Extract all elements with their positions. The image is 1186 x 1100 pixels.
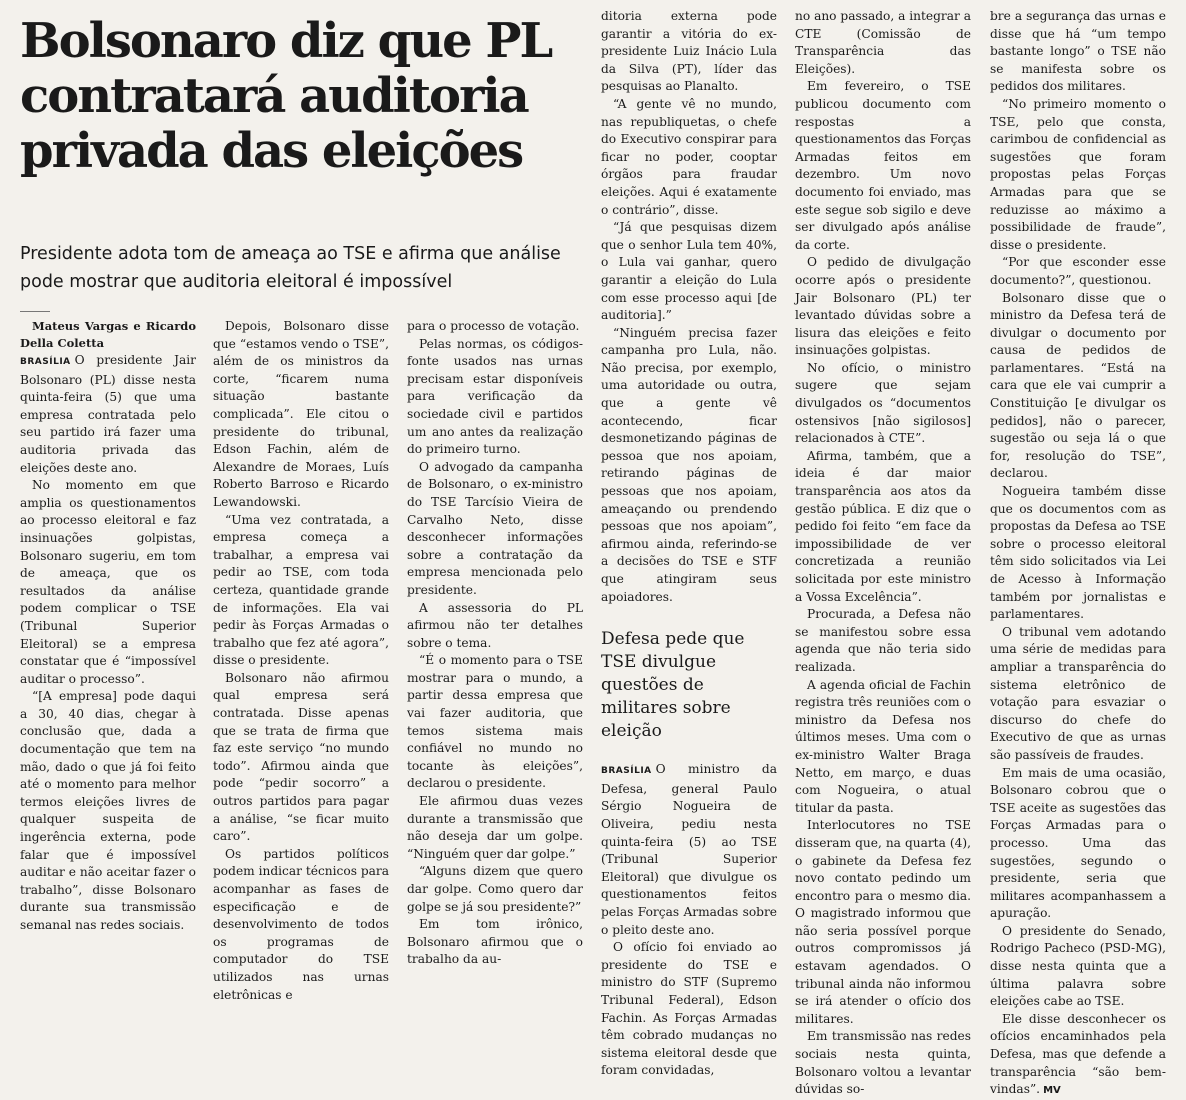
paragraph: Interlocutores no TSE disseram que, na quarta (4), o gabinete da Defesa fez novo contato pedindo um encontro para o mesmo dia. O magistrado informou que não seria possível porque outros compromissos já estavam agendados. O tribunal ainda não informou se irá atender o ofício dos militares. [795,818,971,1026]
paragraph: A agenda oficial de Fachin registra três reuniões com o ministro da Defesa nos últimos meses. Uma com o ex-ministro Walter Braga Netto, em março, e duas com Nogueira, o atual titular da pasta. [795,677,971,815]
paragraph: O advogado da campanha de Bolsonaro, o ex-ministro do TSE Tarcísio Vieira de Carvalho Neto, disse desconhecer informações sobre a contratação da empresa mencionada pelo presidente. [407,459,583,597]
paragraph: “É o momento para o TSE mostrar para o mundo, a partir dessa empresa que vai fazer auditoria, que temos sistema mais confiável no mundo no tocante às eleições”, declarou o presidente. [407,653,583,791]
column-4 [601,8,777,1078]
paragraph: No momento em que amplia os questionamentos ao processo eleitoral e faz insinuações golpistas, Bolsonaro sugeriu, em tom de ameaça, que os resultados da análise podem complicar o TSE (Tribunal Superior Eleitoral) se a empresa constatar que é “impossível auditar o processo”. [20,478,196,686]
paragraph: bre a segurança das urnas e disse que há “um tempo bastante longo” o TSE não se manifesta sobre os pedidos dos militares. [990,9,1166,94]
dateline: BRASÍLIA [20,357,71,367]
paragraph: Bolsonaro não afirmou qual empresa será contratada. Disse apenas que se trata de firma que faz este serviço “no mundo todo”. Afirmou ainda que pode “pedir socorro” a outros partidos para pagar a análise, “se ficar muito caro”. [213,670,389,844]
paragraph: O tribunal vem adotando uma série de medidas para ampliar a transparência do sistema eletrônico de votação para esvaziar o discurso do chefe do Executivo de que as urnas são passíveis de fraudes. [990,624,1166,762]
paragraph: Afirma, também, que a ideia é dar maior transparência aos atos da gestão pública. E diz que o pedido foi feito “em face da impossibilidade de ver concretizada a reunião solicitada por este ministro a Vossa Excelência”. [795,448,971,604]
paragraph: Em mais de uma ocasião, Bolsonaro cobrou que o TSE aceite as sugestões das Forças Armadas para o processo. Uma das sugestões, segundo o presidente, seria que militares acompanhassem a apuração. [990,765,1166,921]
paragraph: “Já que pesquisas dizem que o senhor Lula tem 40%, o Lula vai ganhar, quero garantir a eleição do Lula com esse processo aqui [de auditoria].” [601,220,777,323]
paragraph [990,1011,1166,1100]
paragraph: Depois, Bolsonaro disse que “estamos vendo o TSE”, além de os ministros da corte, “ficarem numa situação bastante complicada”. Ele citou o presidente do tribunal, Edson Fachin, além de Alexandre de Moraes, Luís Roberto Barroso e Ricardo Lewandowski. [213,319,389,509]
paragraph: “Ninguém precisa fazer campanha pro Lula, não. Não precisa, por exemplo, uma autoridade ou outra, que a gente vê acontecendo, ficar desmonetizando páginas de pessoa que nos apoiam, retirando páginas de pessoas que nos apoiam, ameaçando ou prendendo pessoas que nos apoiam”, afirmou ainda, referindo-se a decisões do TSE e STF que atingiram seus apoiadores. [601,325,777,604]
paragraph: Em tom irônico, Bolsonaro afirmou que o trabalho da au- [407,917,583,967]
headline: Bolsonaro diz que PL contratará auditoria privada das eleições [20,13,552,179]
column-1 [20,318,196,935]
paragraph: “[A empresa] pode daqui a 30, 40 dias, chegar à conclusão que, dada a documentação que tem na mão, dado o que já foi feito até o momento para melhor termos eleições livres de qualquer suspeita de ingerência externa, pode falar que é impossível auditar e não aceitar fazer o trabalho”, disse Bolsonaro durante sua transmissão semanal nas redes sociais. [20,689,196,932]
paragraph: Procurada, a Defesa não se manifestou sobre essa agenda que não teria sido realizada. [795,607,971,674]
paragraph: “Uma vez contratada, a empresa começa a trabalhar, a empresa vai pedir ao TSE, com toda certeza, quantidade grande de informações. Ela vai pedir às Forças Armadas o trabalho que fez até agora”, disse o presidente. [213,512,389,668]
subheadline: Presidente adota tom de ameaça ao TSE e afirma que análise pode mostrar que auditoria eleitoral é impossível [20,244,561,292]
paragraph: No ofício, o ministro sugere que sejam divulgados os “documentos ostensivos [não sigilosos] relacionados à CTE”. [795,360,971,446]
paragraph: no ano passado, a integrar a CTE (Comissão de Transparência das Eleições). [795,9,971,76]
paragraph: Os partidos políticos podem indicar técnicos para acompanhar as fases de especificação e de desenvolvimento de todos os programas de computador do TSE utilizados nas urnas eletrônicas e [213,846,389,1002]
column-2 [213,318,389,1004]
paragraph: “No primeiro momento o TSE, pelo que consta, carimbou de confidencial as sugestões que foram propostas pelas Forças Armadas para que se reduzisse ao máximo a possibilidade de fraude”, disse o presidente. [990,96,1166,252]
column-6 [990,8,1166,1097]
byline: Mateus Vargas e Ricardo Della Coletta [20,319,196,350]
paragraph: O presidente do Senado, Rodrigo Pacheco (PSD-MG), disse nesta quinta que a última palavra sobre eleições cabe ao TSE. [990,923,1166,1009]
paragraph [601,761,777,939]
paragraph: Pelas normas, os códigos-fonte usados nas urnas precisam estar disponíveis para verificação da sociedade civil e partidos um ano antes da realização do primeiro turno. [407,336,583,457]
paragraph: O pedido de divulgação ocorre após o presidente Jair Bolsonaro (PL) ter levantado dúvidas sobre a lisura das eleições e feito insinuações golpistas. [795,255,971,358]
paragraph: “Alguns dizem que quero dar golpe. Como quero dar golpe se já sou presidente?” [407,864,583,914]
paragraph: O ofício foi enviado ao presidente do TSE e ministro do STF (Supremo Tribunal Federal), Edson Fachin. As Forças Armadas têm cobrado mudanças no sistema eleitoral desde que foram convidadas, [601,940,777,1078]
paragraph-text: O presidente Jair Bolsonaro (PL) disse nesta quinta-feira (5) que uma empresa contratada pelo seu partido irá fazer uma auditoria privada das eleições deste ano. [20,353,196,475]
paragraph [20,352,196,477]
paragraph: para o processo de votação. [407,319,580,333]
paragraph: Nogueira também disse que os documentos com as propostas da Defesa ao TSE sobre o processo eleitoral têm sido solicitados via Lei de Acesso à Informação também por jornalistas e parlamentares. [990,484,1166,622]
paragraph: Ele afirmou duas vezes durante a transmissão que não deseja dar um golpe. “Ninguém quer dar golpe.” [407,794,583,861]
paragraph: “Por que esconder esse documento?”, questionou. [990,255,1166,287]
paragraph: Em fevereiro, o TSE publicou documento com respostas a questionamentos das Forças Armadas feitos em dezembro. Um novo documento foi enviado, mas este segue sob sigilo e deve ser divulgado após análise da corte. [795,79,971,252]
section-subhead: Defesa pede que TSE divulgue questões de militares sobre eleição [601,629,745,742]
dateline: BRASÍLIA [601,766,652,777]
paragraph: Em transmissão nas redes sociais nesta quinta, Bolsonaro voltou a levantar dúvidas so- [795,1029,971,1097]
column-5 [795,8,971,1097]
column-3 [407,318,583,969]
paragraph-text: O ministro da Defesa, general Paulo Sérgio Nogueira de Oliveira, pediu nesta quinta-feira (5) ao TSE (Tribunal Superior Eleitoral) que divulgue os questionamentos feitos pelas Forças Armadas sobre o pleito deste ano. [601,762,777,937]
paragraph: A assessoria do PL afirmou não ter detalhes sobre o tema. [407,600,583,650]
author-signature: MV [1043,1085,1061,1097]
paragraph-text: Ele disse desconhecer os ofícios encaminhados pela Defesa, mas que defende a transparência “são bem-vindas”. [990,1011,1166,1097]
paragraph: Bolsonaro disse que o ministro da Defesa terá de divulgar o documento por causa de pedidos de parlamentares. “Está na cara que ele vai cumprir a Constituição [e divulgar os pedidos], não o parecer, sugestão ou seja lá o que for, resolução do TSE”, declarou. [990,290,1166,481]
paragraph: “A gente vê no mundo, nas republiquetas, o chefe do Executivo conspirar para ficar no poder, cooptar órgãos para fraudar eleições. Aqui é exatamente o contrário”, disse. [601,96,777,217]
paragraph: ditoria externa pode garantir a vitória do ex-presidente Luiz Inácio Lula da Silva (PT), líder das pesquisas ao Planalto. [601,9,777,94]
byline-rule [20,311,50,312]
